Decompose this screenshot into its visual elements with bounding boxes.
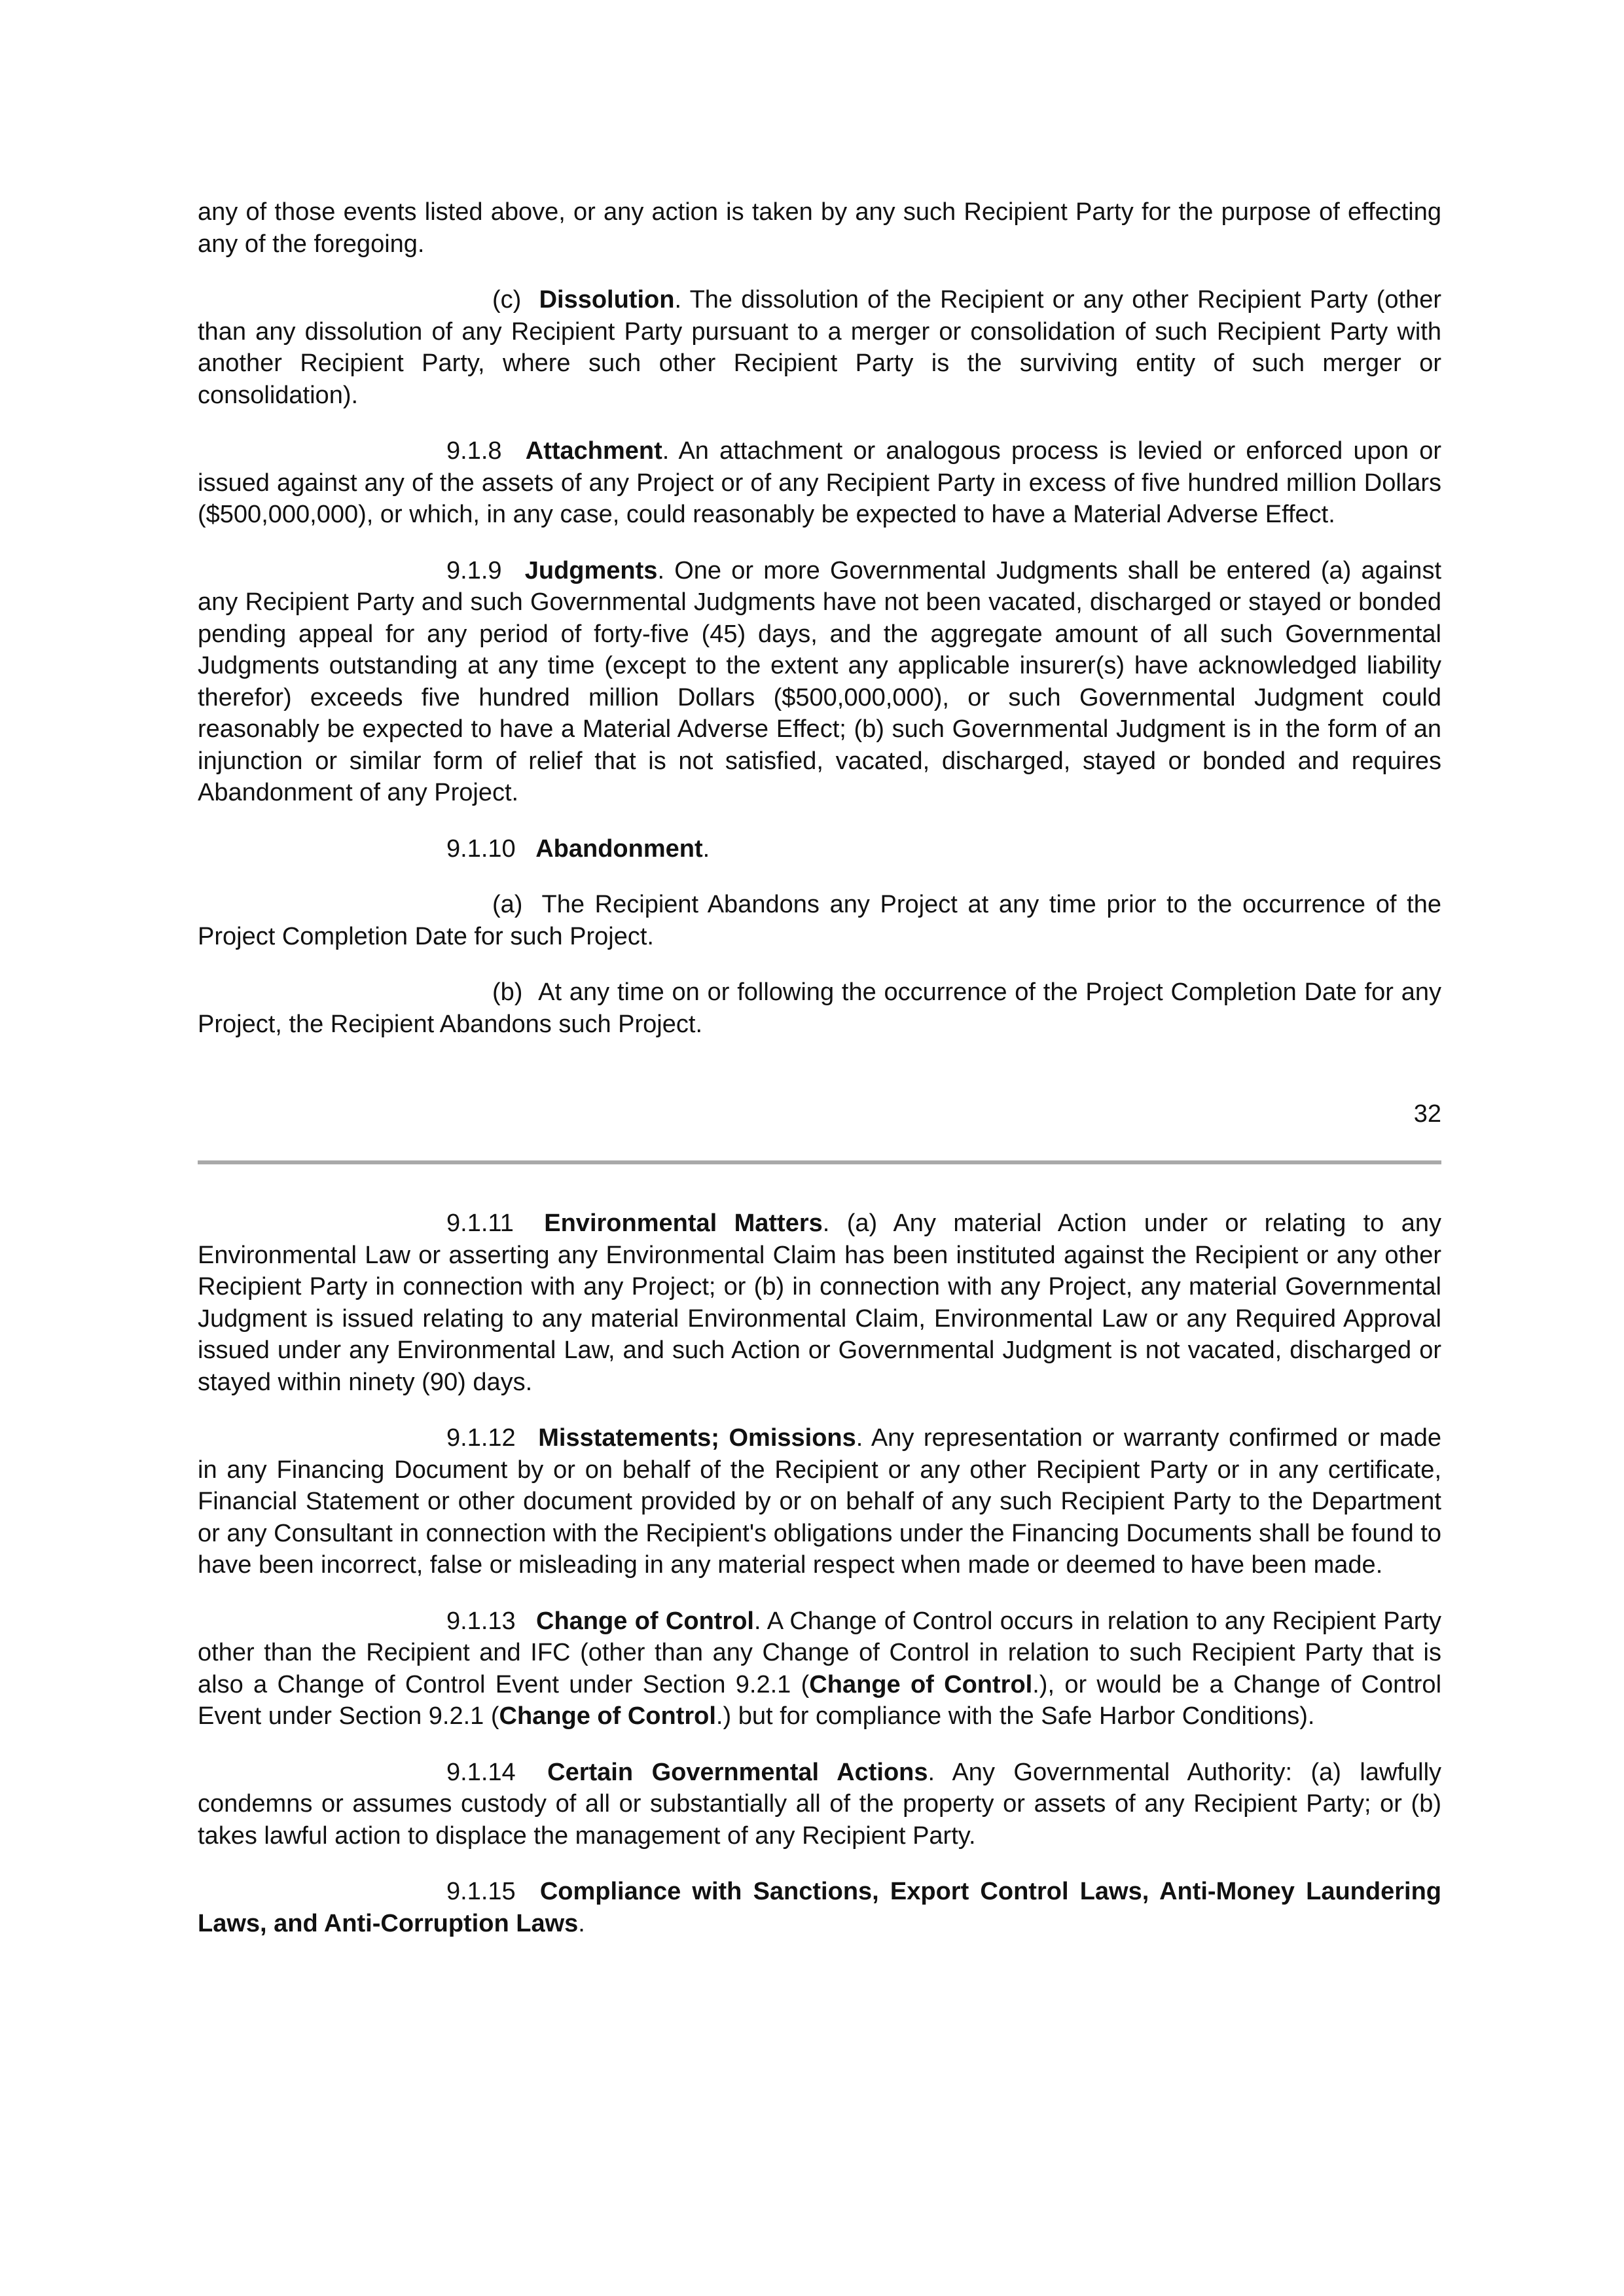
section-text: . One or more Governmental Judgments shall be entered (a) against any Recipient Party and such Governmental Judgments have not been vacated, discharged or stayed or bonded pending appeal for any period of forty-five (45) days, and the aggregate amount of all such Governmental Judgments outstanding at any time (except to the extent any applicable insurer(s) have acknowledged liability therefor) exceeds five hundred million Dollars ($500,000,000), or such Governmental Judgment could reasonably be expected to have a Material Adverse Effect; (b) such Governmental Judgment is in the form of an injunction or similar form of relief that is not satisfied, vacated, discharged, stayed or bonded and requires Abandonment of any Project. — [198, 556, 1441, 806]
section-heading: Compliance with Sanctions, Export Control Laws, Anti-Money Laundering Laws, and Anti-Corruption Laws — [198, 1878, 1441, 1937]
clause-a-abandonment — [198, 889, 1441, 952]
clause-text: At any time on or following the occurrence of the Project Completion Date for any Project, the Recipient Abandons such Project. — [198, 978, 1442, 1038]
clause-number: (a) — [492, 891, 523, 918]
clause-heading: Dissolution — [539, 286, 675, 314]
section-9-1-12 — [198, 1422, 1441, 1581]
section-heading: Misstatements; Omissions — [538, 1424, 856, 1452]
section-text: . Any Governmental Authority: (a) lawfully condemns or assumes custody of all or substantially all of the property or assets of any Recipient Party; or (b) takes lawful action to displace the management of any Recipient Party. — [198, 1758, 1442, 1850]
cross-reference: Change of Control — [809, 1670, 1033, 1698]
section-text: . A Change of Control occurs in relation to any Recipient Party other than the Recipient and IFC (other than any Change of Control in relation to such Recipient Party that is also a Change of Control Event under Section 9.2.1 ( — [198, 1607, 1441, 1698]
section-number: 9.1.10 — [446, 834, 516, 863]
section-9-1-11 — [198, 1208, 1441, 1398]
cross-reference: Change of Control — [499, 1702, 716, 1730]
clause-number: (b) — [492, 978, 523, 1006]
page-32-body — [198, 196, 1441, 1064]
section-number: 9.1.14 — [446, 1758, 516, 1786]
section-heading: Abandonment — [535, 834, 703, 863]
clause-c-dissolution — [198, 284, 1441, 411]
clause-text: . The dissolution of the Recipient or any other Recipient Party (other than any dissolution of any Recipient Party pursuant to a merger or consolidation of such Recipient Party with another Recipient Party, where such other Recipient Party is the surviving entity of such merger or consolidation). — [198, 286, 1441, 409]
section-9-1-13 — [198, 1605, 1441, 1732]
section-number: 9.1.12 — [446, 1424, 516, 1452]
section-number: 9.1.13 — [446, 1607, 516, 1635]
section-text: . Any representation or warranty confirmed or made in any Financing Document by or on behalf of the Recipient or any other Recipient Party or in any certificate, Financial Statement or other document provided by or on behalf of any such Recipient Party to the Department or any Consultant in connection with the Recipient's obligations under the Financing Documents shall be found to have been incorrect, false or misleading in any material respect when made or deemed to have been made. — [198, 1424, 1442, 1579]
section-number: 9.1.15 — [446, 1878, 516, 1905]
section-9-1-9 — [198, 555, 1441, 809]
section-heading: Environmental Matters — [544, 1210, 823, 1237]
paragraph-text: any of those events listed above, or any action is taken by any such Recipient Party for the purpose of effecting any of the foregoing. — [198, 198, 1441, 258]
section-heading: Change of Control — [536, 1607, 754, 1635]
section-number: 9.1.8 — [446, 437, 502, 465]
section-text: . — [578, 1909, 585, 1937]
section-text: .) but for compliance with the Safe Harbor Conditions). — [715, 1702, 1315, 1730]
section-9-1-15 — [198, 1876, 1441, 1939]
paragraph-continuation — [198, 196, 1441, 260]
section-number: 9.1.9 — [446, 556, 502, 584]
page-33-body — [198, 1208, 1441, 1964]
section-text: . An attachment or analogous process is levied or enforced upon or issued against any of the assets of any Project or of any Recipient Party in excess of five hundred million Dollars ($500,000,000), or which, in any case, could reasonably be expected to have a Material Adverse Effect. — [198, 437, 1441, 528]
clause-b-abandonment — [198, 977, 1441, 1040]
section-number: 9.1.11 — [446, 1210, 514, 1237]
page-number: 32 — [1413, 1100, 1441, 1128]
clause-number: (c) — [492, 286, 522, 314]
section-text: . (a) Any material Action under or relating to any Environmental Law or asserting any Environmental Claim has been instituted against the Recipient or any other Recipient Party in connection with any Project; or (b) in connection with any Project, any material Governmental Judgment is issued relating to any material Environmental Claim, Environmental Law or any Required Approval issued under any Environmental Law, and such Action or Governmental Judgment is not vacated, discharged or stayed within ninety (90) days. — [198, 1210, 1441, 1396]
section-heading: Certain Governmental Actions — [547, 1758, 928, 1786]
section-9-1-8 — [198, 435, 1441, 531]
section-heading: Attachment — [525, 437, 662, 465]
section-heading: Judgments — [524, 556, 658, 584]
section-9-1-10 — [198, 833, 1441, 865]
section-text: . — [702, 834, 710, 863]
section-9-1-14 — [198, 1757, 1441, 1852]
section-text: .), or would be a Change of Control Event under Section 9.2.1 ( — [198, 1670, 1442, 1730]
clause-text: The Recipient Abandons any Project at any time prior to the occurrence of the Project Completion Date for such Project. — [198, 891, 1441, 950]
page-break-divider — [198, 1160, 1441, 1164]
